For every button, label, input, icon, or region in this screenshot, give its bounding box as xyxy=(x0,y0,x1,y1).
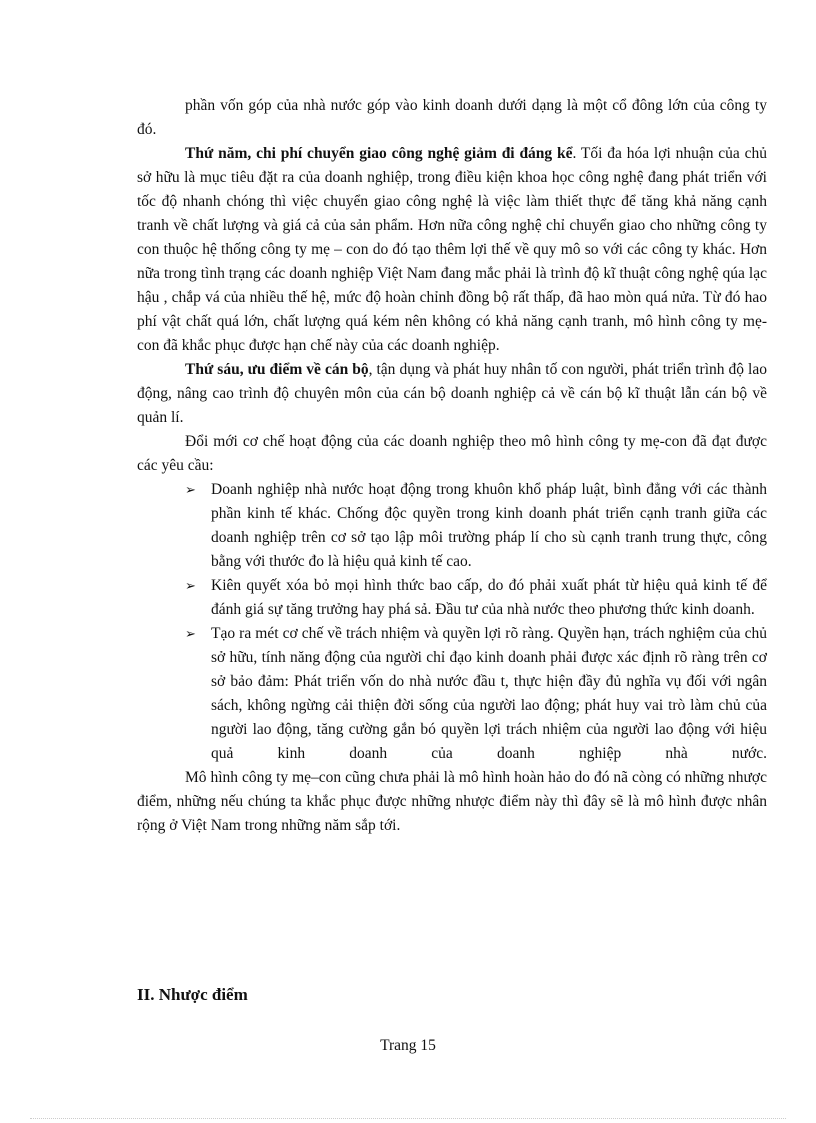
arrow-right-icon: ➢ xyxy=(185,482,196,497)
list-item-text: Tạo ra mét cơ chế về trách nhiệm và quyền lợi rõ ràng. Quyền hạn, trách nghiệm của chủ sở hữu, tính năng động của người chỉ đạo kinh doanh phải được xác định rõ ràng trên cơ sở bảo đảm: Phát triển vốn do nhà nước đầu t, thực hiện đầy đủ nghĩa vụ đối với ngân sách, không ngừng cải thiện đời sống của người lao động; phát huy vai trò làm chủ của người lao động, tăng cường gắn bó quyền lợi trách nhiệm của người lao động với hiệu quả kinh doanh của doanh nghiệp nhà nước. xyxy=(211,625,767,762)
paragraph-continuation: phần vốn góp của nhà nước góp vào kinh doanh dưới dạng là một cổ đông lớn của công ty đó. xyxy=(137,97,767,138)
sixth-point-text: , tận dụng và phát huy nhân tố con người, phát triển trình độ lao động, nâng cao trình độ chuyên môn của cán bộ doanh nghiệp cả về cán bộ kĩ thuật lẫn cán bộ về quản lí. xyxy=(137,361,767,426)
list-item-text: Doanh nghiệp nhà nước hoạt động trong khuôn khổ pháp luật, bình đẳng với các thành phần kinh tế khác. Chống độc quyền trong kinh doanh phát triển cạnh tranh giữa các doanh nghiệp trên cơ sở tạo lập môi trường pháp lí cho sù cạnh tranh trung thực, công bằng với thước đo là hiệu quả kinh tế cao. xyxy=(211,481,767,570)
list-item xyxy=(185,478,767,574)
fifth-point-text: . Tối đa hóa lợi nhuận của chủ sở hữu là mục tiêu đặt ra của doanh nghiệp, trong điều kiện khoa học công nghệ đang phát triển với tốc độ nhanh chóng thì việc chuyển giao công nghệ là việc làm thiết thực để tăng khả năng cạnh tranh về chất lượng và giá cả của sản phẩm. Hơn nữa công nghệ chỉ chuyển giao cho những công ty con thuộc hệ thống công ty mẹ – con do đó tạo thêm lợi thế về quy mô so với các công ty khác. Hơn nữa trong tình trạng các doanh nghiệp Việt Nam đang mắc phải là trình độ kĩ thuật công nghệ qúa lạc hậu , chắp vá của nhiều thế hệ, mức độ hoàn chỉnh đồng bộ rất thấp, đã hao mòn quá nửa. Từ đó hao phí vật chất quá lớn, chất lượng quá kém nên không có khả năng cạnh tranh, mô hình công ty mẹ- con đã khắc phục được hạn chế này của các doanh nghiệp. xyxy=(137,145,767,354)
fifth-point-heading: Thứ năm, chi phí chuyển giao công nghệ giảm đi đáng kể xyxy=(185,145,573,162)
section-heading: II. Nhược điểm xyxy=(137,985,248,1004)
page-divider xyxy=(30,1118,786,1119)
arrow-right-icon: ➢ xyxy=(185,626,196,641)
page-body xyxy=(137,94,767,838)
page-number: Trang 15 xyxy=(380,1037,436,1054)
requirements-list xyxy=(137,478,767,766)
list-item xyxy=(185,574,767,622)
list-item-text: Kiên quyết xóa bỏ mọi hình thức bao cấp, do đó phải xuất phát từ hiệu quả kinh tế để đánh giá sự tăng trưởng hay phá sả. Đầu tư của nhà nước theo phương thức kinh doanh. xyxy=(211,577,767,618)
paragraph-requirements-intro: Đổi mới cơ chế hoạt động của các doanh nghiệp theo mô hình công ty mẹ-con đã đạt được các yêu cầu: xyxy=(137,433,767,474)
paragraph-conclusion: Mô hình công ty mẹ–con cũng chưa phải là mô hình hoàn hảo do đó nã còng có những nhược điểm, những nếu chúng ta khắc phục được những nhược điểm này thì đây sẽ là mô hình được nhân rộng ở Việt Nam trong những năm sắp tới. xyxy=(137,769,767,834)
list-item xyxy=(185,622,767,766)
paragraph-fifth-point xyxy=(137,142,767,358)
paragraph-sixth-point xyxy=(137,358,767,430)
sixth-point-heading: Thứ sáu, ưu điểm về cán bộ xyxy=(185,361,369,378)
arrow-right-icon: ➢ xyxy=(185,578,196,593)
